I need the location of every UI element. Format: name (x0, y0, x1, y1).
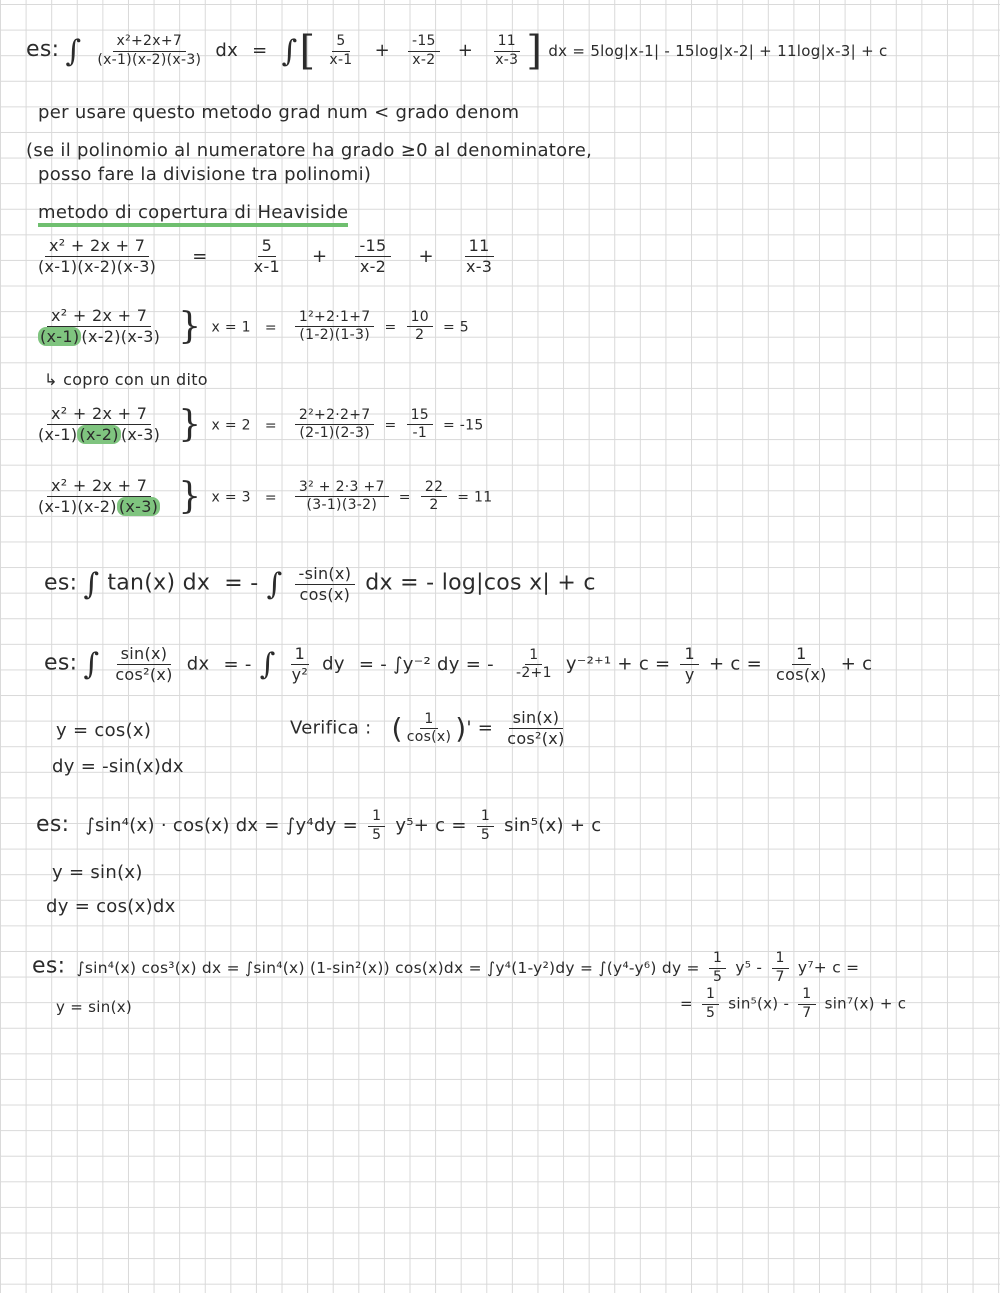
ex5-dfrac (798, 986, 815, 1022)
heaviside-main-num: x² + 2x + 7 (45, 236, 149, 257)
verifica-result-num: sin(x) (509, 708, 564, 729)
ex3-dx: dx (186, 653, 210, 675)
ex3-k-den: -2+1 (515, 665, 552, 681)
ex3-label: es: (44, 650, 78, 676)
ex1-integrand (93, 33, 205, 69)
calc-den: (3-1)(3-2) (306, 497, 378, 513)
ex5-a-num: 1 (709, 950, 726, 969)
ex3-f-num: 1 (792, 644, 810, 665)
ex1-t2-num: -15 (408, 33, 440, 52)
ex3-yfrac (288, 644, 312, 685)
ex5-line (32, 950, 859, 986)
x-value: x = 1 (211, 319, 251, 336)
ex5-b-num: 1 (772, 950, 789, 969)
ex5-b-den: 7 (775, 968, 785, 985)
ex4-sub-dy: dy = cos(x)dx (46, 896, 176, 917)
note-division-1: (se il polinomio al numeratore ha grado ≥0 al denominatore, (26, 140, 593, 161)
x-value: x = 2 (211, 417, 251, 434)
heaviside-row-frac (34, 306, 164, 347)
ex3-f-den: cos(x) (776, 665, 827, 684)
ex3-sub-y: y = cos(x) (56, 720, 152, 741)
calc-num: 2²+2·2+7 (295, 407, 375, 426)
result: = -15 (443, 417, 484, 434)
ex1-t1-den: x-1 (329, 51, 353, 68)
ex5-a-den: 5 (712, 968, 723, 985)
ex5-c-den: 5 (705, 1004, 716, 1021)
ex1-result: dx = 5log|x-1| - 15log|x-2| + 11log|x-3| + c (548, 42, 888, 60)
ex5-end: y⁷+ c = (797, 958, 860, 977)
heaviside-a-frac (250, 236, 284, 277)
equals: = (384, 417, 397, 434)
verifica-den: cos(x) (406, 729, 452, 745)
ex1-t3-num: 11 (494, 33, 520, 52)
ex5-mid: y⁵ - (735, 958, 763, 977)
ex4-end: sin⁵(x) + c (504, 815, 602, 836)
ex4-k-num: 1 (368, 808, 385, 827)
ex5-d-den: 7 (802, 1004, 812, 1021)
ex4-k2frac (477, 808, 494, 844)
result: = 5 (443, 319, 470, 336)
plus: + (374, 40, 390, 61)
paren-open: ( (391, 712, 403, 745)
ex4-k-den: 5 (372, 826, 382, 843)
value-den: -1 (412, 425, 428, 441)
equals: = (264, 489, 277, 506)
ex4-kfrac (368, 808, 385, 844)
ex3-num: sin(x) (117, 644, 172, 665)
ex5-line2-mid: sin⁵(x) - (728, 994, 790, 1013)
ex5-d-num: 1 (798, 986, 815, 1005)
heaviside-main-frac (34, 236, 160, 277)
plus: + (418, 245, 434, 267)
ex2-den: cos(x) (299, 585, 351, 604)
ex1-label: es: (26, 37, 60, 62)
value-num: 10 (407, 309, 433, 328)
heaviside-row-3 (30, 476, 492, 517)
covered-factor: (x-2) (79, 425, 119, 444)
heaviside-c-den: x-3 (465, 257, 493, 276)
ex1-t2-den: x-2 (412, 51, 436, 68)
ex1-eq: = (252, 40, 268, 61)
value-frac (407, 407, 433, 443)
equals: = (192, 245, 208, 267)
note-degree: per usare questo metodo grad num < grado denom (38, 102, 520, 123)
ex3-part5: + c = (708, 653, 762, 675)
ex1-dx: dx (215, 40, 239, 61)
verifica-result-den: cos²(x) (507, 729, 565, 748)
plus: + (312, 245, 328, 267)
heaviside-row-frac (34, 476, 164, 517)
bracket-close: ] (526, 28, 543, 74)
covered-factor: (x-1) (40, 327, 80, 346)
ex5-line2 (680, 986, 906, 1022)
heaviside-c-frac (462, 236, 496, 277)
ex1-int-den: (x-1)(x-2)(x-3) (97, 51, 202, 68)
ex3-rfrac (680, 644, 698, 685)
ex5-label: es: (32, 953, 66, 979)
row-num: x² + 2x + 7 (47, 404, 151, 425)
ex2-lhs: tan(x) dx (107, 570, 211, 596)
heaviside-row-1 (30, 306, 469, 347)
value-den: 2 (415, 327, 425, 343)
integral-sign: ∫ (65, 33, 82, 69)
ex2-num: -sin(x) (295, 564, 356, 585)
equals: = (264, 417, 277, 434)
ex1-line (26, 28, 888, 74)
ex4-text: ∫sin⁴(x) · cos(x) dx = ∫y⁴dy = (85, 815, 359, 836)
heaviside-title-text: metodo di copertura di Heaviside (38, 202, 348, 227)
ex4-mid: y⁵+ c = (395, 815, 467, 836)
ex2-label: es: (44, 570, 78, 596)
den-pre: (x-1)(x-2) (38, 497, 117, 516)
calc-den: (1-2)(1-3) (299, 327, 370, 343)
paren-close: ) (455, 712, 467, 745)
heaviside-decomposition (30, 236, 510, 277)
row-num: x² + 2x + 7 (47, 476, 151, 497)
heaviside-b-den: x-2 (359, 257, 387, 276)
ex5-bfrac (772, 950, 789, 986)
integral-sign: ∫ (266, 567, 283, 602)
ex3-y-den: y² (291, 665, 309, 684)
verifica-num: 1 (420, 711, 437, 730)
heaviside-row-frac (34, 404, 164, 445)
ex4-line (36, 808, 602, 844)
calc-den: (2-1)(2-3) (299, 425, 370, 441)
calc-num: 1²+2·1+7 (295, 309, 375, 328)
bracket-open: [ (299, 28, 316, 74)
equals: = (264, 319, 277, 336)
heaviside-b-num: -15 (355, 236, 390, 257)
result: = 11 (457, 489, 493, 506)
ex3-part3: = - ∫y⁻² dy = - (358, 653, 494, 675)
row-den (34, 497, 164, 517)
integral-sign: ∫ (259, 647, 276, 682)
ex5-line2-eq: = (680, 994, 693, 1013)
verifica-eq: ' = (466, 717, 494, 739)
den-pre: (x-1) (38, 425, 78, 444)
ex4-k2-den: 5 (480, 826, 491, 843)
ex3-kfrac (512, 647, 556, 683)
ex5-text: ∫sin⁴(x) cos³(x) dx = ∫sin⁴(x) (1-sin²(x)) cos(x)dx = ∫y⁴(1-y²)dy = ∫(y⁴-y⁶) dy = (76, 958, 700, 977)
ex1-t3-den: x-3 (495, 51, 519, 68)
ex3-part4: y⁻²⁺¹ + c = (565, 653, 671, 675)
cover-note: ↳ copro con un dito (44, 370, 208, 389)
heaviside-main-den: (x-1)(x-2)(x-3) (38, 257, 157, 276)
verifica-result-frac (503, 708, 568, 749)
ex3-verifica (290, 708, 573, 749)
ex3-sub-dy: dy = -sin(x)dx (52, 756, 184, 777)
heaviside-row-2 (30, 404, 484, 445)
heaviside-b-frac (355, 236, 390, 277)
integral-sign: ∫ (83, 567, 100, 602)
heaviside-c-num: 11 (465, 236, 494, 257)
ex1-term2 (408, 33, 440, 69)
calc-num: 3² + 2·3 +7 (295, 479, 389, 498)
ex5-cfrac (702, 986, 719, 1022)
note-division-2: posso fare la divisione tra polinomi) (38, 164, 372, 185)
ex3-den: cos²(x) (115, 665, 173, 684)
value-frac (407, 309, 433, 345)
ex3-line (44, 644, 872, 685)
ex1-term3 (491, 33, 522, 69)
verifica-label: Verifica : (290, 717, 372, 739)
row-num: x² + 2x + 7 (47, 306, 151, 327)
ex5-sub-y: y = sin(x) (56, 998, 133, 1016)
ex3-r-den: y (684, 665, 695, 684)
ex4-k2-num: 1 (477, 808, 494, 827)
x-value: x = 3 (211, 489, 251, 506)
ex3-dy: dy (322, 653, 345, 675)
calc-frac (295, 479, 389, 515)
ex2-rhs: dx = - log|cos x| + c (365, 570, 596, 596)
value-num: 15 (407, 407, 433, 426)
calc-frac (295, 309, 375, 345)
ex2-eq: = - (224, 570, 259, 596)
equals: = (398, 489, 411, 506)
integral-sign: ∫ (281, 33, 298, 69)
integral-sign: ∫ (83, 647, 100, 682)
ex3-frac (111, 644, 176, 685)
ex2-frac (295, 564, 356, 605)
curly-brace: } (178, 476, 202, 517)
ex1-int-num: x²+2x+7 (113, 33, 187, 52)
ex5-afrac (709, 950, 726, 986)
heaviside-a-den: x-1 (253, 257, 280, 276)
ex3-part6: + c (840, 653, 873, 675)
ex3-r-num: 1 (680, 644, 698, 665)
covered-factor: (x-3) (118, 497, 159, 516)
heaviside-a-num: 5 (258, 236, 276, 257)
heaviside-title (38, 202, 348, 223)
ex3-k-num: 1 (525, 647, 542, 666)
verifica-frac (403, 711, 456, 747)
ex4-sub-y: y = sin(x) (52, 862, 143, 883)
den-post: (x-3) (120, 425, 161, 444)
ex1-t1-num: 5 (332, 33, 349, 52)
ex4-label: es: (36, 812, 70, 837)
equals: = (384, 319, 397, 336)
ex5-c-num: 1 (702, 986, 719, 1005)
ex3-ffrac (772, 644, 831, 685)
curly-brace: } (178, 306, 202, 347)
value-frac (421, 479, 447, 515)
row-den (34, 327, 164, 347)
ex1-term1 (325, 33, 356, 69)
plus: + (457, 40, 474, 61)
ex3-y-num: 1 (291, 644, 309, 665)
row-den (34, 425, 164, 445)
ex5-line2-end: sin⁷(x) + c (824, 994, 907, 1013)
value-num: 22 (421, 479, 447, 498)
value-den: 2 (429, 497, 439, 513)
ex2-line (44, 564, 596, 605)
calc-frac (295, 407, 375, 443)
curly-brace: } (178, 404, 202, 445)
ex3-part2: = - (223, 653, 252, 675)
den-post: (x-2)(x-3) (81, 327, 161, 346)
